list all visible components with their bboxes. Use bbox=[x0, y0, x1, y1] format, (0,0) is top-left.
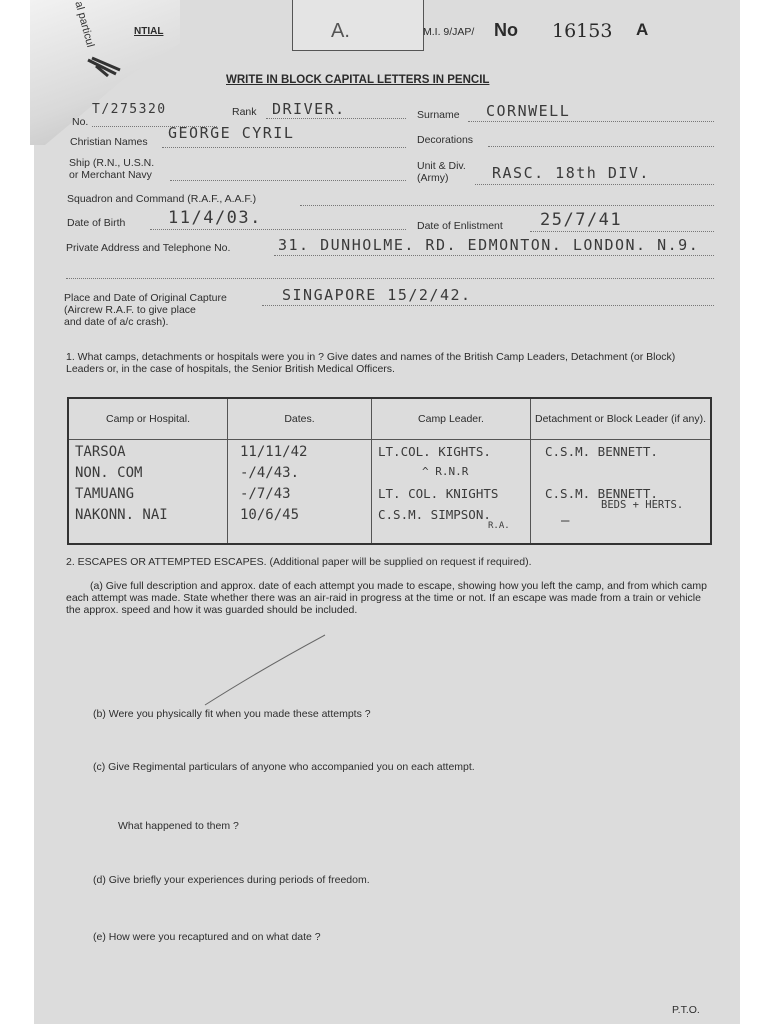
enlistment-label: Date of Enlistment bbox=[417, 220, 503, 232]
ship-label-line1: Ship (R.N., U.S.N. bbox=[69, 157, 155, 169]
camps-table bbox=[67, 397, 712, 545]
camp-leader: ^ R.N.R bbox=[422, 465, 469, 478]
col-dates: Dates. bbox=[228, 398, 372, 440]
detachment-leader bbox=[545, 465, 704, 486]
question-2e: (e) How were you recaptured and on what date ? bbox=[93, 931, 321, 943]
detachment-cell bbox=[531, 440, 712, 545]
capture-label-line3: and date of a/c crash). bbox=[64, 316, 169, 328]
camp-date: 10/6/45 bbox=[240, 507, 300, 523]
question-2b: (b) Were you physically fit when you made these attempts ? bbox=[93, 708, 371, 720]
surname-value: CORNWELL bbox=[486, 102, 571, 120]
question-2d: (d) Give briefly your experiences during periods of freedom. bbox=[93, 874, 370, 886]
dob-value: 11/4/03. bbox=[168, 208, 262, 228]
capture-value: SINGAPORE 15/2/42. bbox=[282, 286, 472, 304]
col-leader: Camp Leader. bbox=[372, 398, 531, 440]
question-2c-followup: What happened to them ? bbox=[118, 820, 239, 832]
surname-label: Surname bbox=[417, 109, 460, 121]
capture-label bbox=[64, 292, 227, 328]
box-letter: A. bbox=[331, 20, 350, 42]
capture-label-line2: (Aircrew R.A.F. to give place bbox=[64, 304, 196, 316]
address-value: 31. DUNHOLME. RD. EDMONTON. LONDON. N.9. bbox=[278, 236, 700, 254]
header-box bbox=[292, 0, 424, 51]
staple-icon bbox=[86, 56, 124, 78]
instruction-title: WRITE IN BLOCK CAPITAL LETTERS IN PENCIL bbox=[226, 74, 490, 86]
form-number: 16153 bbox=[552, 20, 613, 42]
camp-date: -/4/43. bbox=[240, 465, 300, 481]
pto-label: P.T.O. bbox=[672, 1004, 700, 1016]
camp-leader: LT.COL. KIGHTS. bbox=[378, 444, 491, 459]
col-camp: Camp or Hospital. bbox=[68, 398, 228, 440]
col-detachment: Detachment or Block Leader (if any). bbox=[531, 398, 712, 440]
pencil-stroke bbox=[200, 630, 330, 710]
question-2-heading: 2. ESCAPES OR ATTEMPTED ESCAPES. (Additional paper will be supplied on request if required). bbox=[66, 556, 532, 568]
service-no-value: T/275320 bbox=[92, 102, 167, 117]
table-row bbox=[68, 440, 711, 545]
camp-name: NAKONN. NAI bbox=[75, 507, 168, 523]
christian-names-label: Christian Names bbox=[70, 136, 148, 148]
camp-name: TARSOA bbox=[75, 444, 126, 460]
camp-name: TAMUANG bbox=[75, 486, 135, 502]
camps-table-header bbox=[68, 398, 711, 440]
form-code: M.I. 9/JAP/ bbox=[423, 26, 475, 38]
rank-value: DRIVER. bbox=[272, 100, 346, 118]
leader-cell bbox=[372, 440, 531, 545]
service-no-label: No. bbox=[72, 116, 89, 128]
dob-label: Date of Birth bbox=[67, 217, 126, 229]
camp-leader: LT. COL. KNIGHTS bbox=[378, 486, 499, 501]
classification-label: NTIAL bbox=[134, 26, 164, 37]
detachment-dash: — bbox=[561, 513, 570, 529]
unit-label bbox=[417, 160, 466, 184]
form-suffix: A bbox=[636, 20, 649, 39]
question-2a: (a) Give full description and approx. date of each attempt you made to escape, showing how you left the camp, and from which camp each attempt was made. State whether there was an air-raid in progress at the time or not. If an escape was made from a train or vehicle the approx. speed and how it was guarded should be included. bbox=[66, 580, 707, 616]
detachment-leader: C.S.M. BENNETT. bbox=[545, 444, 658, 459]
unit-label-line1: Unit & Div. bbox=[417, 160, 466, 172]
ship-label bbox=[69, 157, 154, 181]
detachment-note: BEDS + HERTS. bbox=[601, 499, 684, 511]
ship-label-line2: or Merchant Navy bbox=[69, 169, 152, 181]
camp-date: -/7/43 bbox=[240, 486, 291, 502]
fold-text: al particul bbox=[72, 0, 97, 49]
christian-names-value: GEORGE CYRIL bbox=[168, 124, 295, 142]
squadron-label: Squadron and Command (R.A.F., A.A.F.) bbox=[67, 193, 257, 205]
rank-label: Rank bbox=[232, 106, 257, 118]
unit-value: RASC. 18th DIV. bbox=[492, 164, 650, 182]
address-label: Private Address and Telephone No. bbox=[66, 242, 231, 254]
leader-note: R.A. bbox=[488, 521, 510, 531]
dates-cell bbox=[228, 440, 372, 545]
enlistment-value: 25/7/41 bbox=[540, 210, 623, 230]
decorations-label: Decorations bbox=[417, 134, 474, 146]
form-no-label: No bbox=[494, 20, 518, 40]
unit-label-line2: (Army) bbox=[417, 172, 449, 184]
camp-leader: C.S.M. SIMPSON. bbox=[378, 507, 491, 522]
capture-label-line1: Place and Date of Original Capture bbox=[64, 292, 227, 304]
camp-name: NON. COM bbox=[75, 465, 143, 481]
question-2c: (c) Give Regimental particulars of anyone who accompanied you on each attempt. bbox=[93, 761, 475, 773]
camp-date: 11/11/42 bbox=[240, 444, 308, 460]
camp-cell bbox=[68, 440, 228, 545]
detachment-leader: C.S.M. BENNETT. bbox=[545, 486, 658, 501]
question-1: 1. What camps, detachments or hospitals were you in ? Give dates and names of the British Camp Leaders, Detachment (or Block) Leaders or, in the case of hospitals, the Senior British Medical Officers. bbox=[66, 351, 676, 375]
